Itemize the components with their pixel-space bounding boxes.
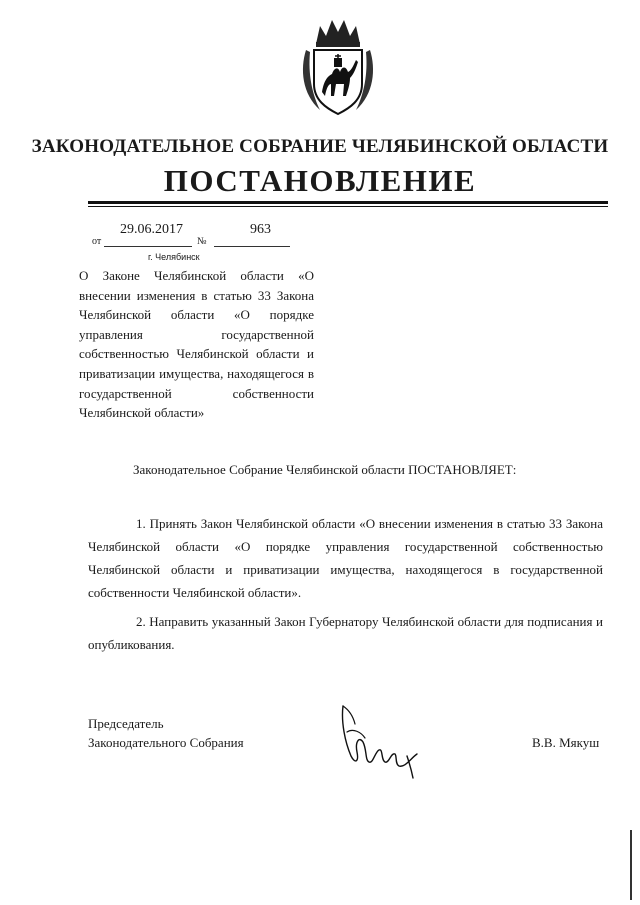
date-label: от xyxy=(92,236,102,247)
signer-name: В.В. Мякуш xyxy=(532,735,600,750)
number-underline xyxy=(214,246,290,247)
signer-position-line2: Законодательного Собрания xyxy=(88,735,244,750)
signer-position-line1: Председатель xyxy=(88,716,164,731)
handwritten-signature-icon xyxy=(335,702,427,780)
decree-statement: Законодательное Собрание Челябинской области ПОСТАНОВЛЯЕТ: xyxy=(133,462,517,477)
document-type-title: ПОСТАНОВЛЕНИЕ xyxy=(163,163,477,198)
document-number: 963 xyxy=(250,222,271,237)
chelyabinsk-coat-of-arms-icon xyxy=(298,14,378,118)
date-underline xyxy=(104,246,192,247)
decree-item: 2. Направить указанный Закон Губернатору Челябинской области для подписания и опубликования. xyxy=(88,614,603,652)
organization-title: ЗАКОНОДАТЕЛЬНОЕ СОБРАНИЕ ЧЕЛЯБИНСКОЙ ОБЛАСТИ xyxy=(31,136,609,157)
header-divider-thick xyxy=(88,201,608,204)
document-date: 29.06.2017 xyxy=(120,222,183,237)
margin-mark xyxy=(630,830,632,900)
number-label: № xyxy=(197,236,207,247)
city-label: г. Челябинск xyxy=(148,252,200,262)
decree-item: 1. Принять Закон Челябинской области «О внесении изменения в статью 33 Закона Челябинской области «О порядке управления государственной собственностью Челябинской области и приватизации имущества, находящегося в государственной собственности Челябинской области». xyxy=(88,516,603,600)
decree-items xyxy=(88,512,603,662)
document-subject: О Законе Челябинской области «О внесении изменения в статью 33 Закона Челябинской области «О порядке управления государственной собственностью Челябинской области и приватизации имущества, находящегося в государственной собственности Челябинской области» xyxy=(79,268,314,421)
header-divider-thin xyxy=(88,206,608,207)
